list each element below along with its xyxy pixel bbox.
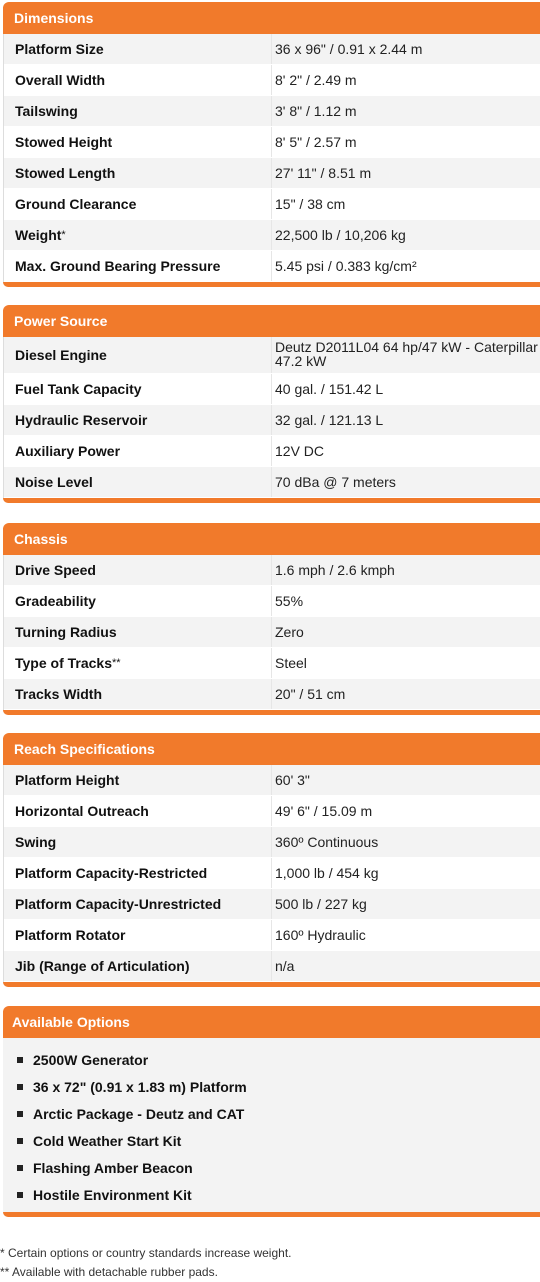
spec-value: 360º Continuous — [275, 834, 379, 850]
spec-value: 36 x 96" / 0.91 x 2.44 m — [275, 41, 423, 57]
option-label: 36 x 72" (0.91 x 1.83 m) Platform — [33, 1078, 247, 1095]
section-title: Dimensions — [3, 2, 540, 34]
section-reach-specifications — [3, 733, 540, 987]
table-row — [4, 827, 540, 858]
table-row — [4, 158, 540, 189]
section-chassis — [3, 523, 540, 715]
bullet-icon — [17, 1057, 23, 1063]
spec-value: 32 gal. / 121.13 L — [275, 412, 384, 428]
spec-label: Horizontal Outreach — [4, 796, 272, 826]
footnote-mark: ** — [112, 657, 121, 669]
table-row — [4, 337, 540, 374]
table-row — [4, 127, 540, 158]
option-label: Cold Weather Start Kit — [33, 1132, 182, 1149]
spec-value — [272, 337, 540, 373]
spec-label: Turning Radius — [4, 617, 272, 647]
table-row — [4, 920, 540, 951]
table-row — [4, 189, 540, 220]
spec-value: 5.45 psi / 0.383 kg/cm² — [275, 258, 417, 274]
spec-label: Drive Speed — [4, 555, 272, 585]
bullet-icon — [17, 1165, 23, 1171]
spec-label: Platform Capacity-Restricted — [4, 858, 272, 888]
table-row — [4, 436, 540, 467]
spec-label: Platform Rotator — [4, 920, 272, 950]
section-footer-bar — [3, 1212, 540, 1217]
spec-label: Noise Level — [4, 467, 272, 497]
spec-value-line: 47.2 kW — [275, 353, 327, 369]
section-footer-bar — [3, 982, 540, 987]
spec-value: 160º Hydraulic — [275, 927, 366, 943]
spec-value: n/a — [275, 958, 295, 974]
table-row — [4, 251, 540, 282]
spec-label: Stowed Length — [4, 158, 272, 188]
option-label: 2500W Generator — [33, 1051, 149, 1068]
spec-label: Auxiliary Power — [4, 436, 272, 466]
section-title: Reach Specifications — [3, 733, 540, 765]
table-row — [4, 65, 540, 96]
section-footer-bar — [3, 710, 540, 715]
list-item — [17, 1073, 540, 1100]
spec-value: 8' 2" / 2.49 m — [275, 72, 357, 88]
spec-label: Diesel Engine — [4, 337, 272, 373]
list-item — [17, 1181, 540, 1208]
spec-value: 500 lb / 227 kg — [275, 896, 367, 912]
spec-label: Ground Clearance — [4, 189, 272, 219]
spec-value: 8' 5" / 2.57 m — [275, 134, 357, 150]
spec-value: 20" / 51 cm — [275, 686, 346, 702]
table-row — [4, 586, 540, 617]
section-title: Available Options — [3, 1006, 540, 1038]
bullet-icon — [17, 1111, 23, 1117]
footnote: * Certain options or country standards increase weight. — [0, 1246, 292, 1260]
list-item — [17, 1100, 540, 1127]
spec-label: Platform Capacity-Unrestricted — [4, 889, 272, 919]
spec-value: Steel — [275, 655, 307, 671]
spec-label: Jib (Range of Articulation) — [4, 951, 272, 981]
options-list — [3, 1038, 540, 1212]
spec-value: 1.6 mph / 2.6 kmph — [275, 562, 395, 578]
table-row — [4, 467, 540, 498]
spec-table — [3, 555, 540, 710]
option-label: Flashing Amber Beacon — [33, 1159, 193, 1176]
table-row — [4, 648, 540, 679]
table-row — [4, 951, 540, 982]
spec-label: Type of Tracks — [15, 655, 113, 671]
table-row — [4, 96, 540, 127]
spec-value-line: Deutz D2011L04 64 hp/47 kW - Caterpillar — [275, 339, 538, 355]
table-row — [4, 617, 540, 648]
bullet-icon — [17, 1084, 23, 1090]
spec-value: 49' 6" / 15.09 m — [275, 803, 373, 819]
spec-table — [3, 34, 540, 282]
spec-value: 27' 11" / 8.51 m — [275, 165, 372, 181]
bullet-icon — [17, 1192, 23, 1198]
section-available-options — [3, 1006, 540, 1217]
spec-label: Fuel Tank Capacity — [4, 374, 272, 404]
spec-label: Hydraulic Reservoir — [4, 405, 272, 435]
spec-label: Gradeability — [4, 586, 272, 616]
spec-value: 40 gal. / 151.42 L — [275, 381, 384, 397]
section-footer-bar — [3, 498, 540, 503]
table-row — [4, 405, 540, 436]
spec-label-with-mark — [4, 648, 272, 678]
spec-label: Stowed Height — [4, 127, 272, 157]
option-label: Hostile Environment Kit — [33, 1186, 192, 1203]
spec-label: Max. Ground Bearing Pressure — [4, 251, 272, 281]
spec-value: Zero — [275, 624, 304, 640]
spec-label: Tracks Width — [4, 679, 272, 709]
spec-label-with-mark — [4, 220, 272, 250]
spec-table — [3, 765, 540, 982]
option-label: Arctic Package - Deutz and CAT — [33, 1105, 245, 1122]
spec-value: 3' 8" / 1.12 m — [275, 103, 357, 119]
spec-label: Weight — [15, 227, 62, 243]
table-row — [4, 34, 540, 65]
table-row — [4, 889, 540, 920]
section-title: Chassis — [3, 523, 540, 555]
spec-label: Tailswing — [4, 96, 272, 126]
section-power-source — [3, 305, 540, 503]
spec-value: 15" / 38 cm — [275, 196, 346, 212]
spec-value: 70 dBa @ 7 meters — [275, 474, 396, 490]
section-title: Power Source — [3, 305, 540, 337]
table-row — [4, 796, 540, 827]
spec-table — [3, 337, 540, 498]
footnote: ** Available with detachable rubber pads. — [0, 1265, 218, 1279]
table-row — [4, 858, 540, 889]
spec-value: 60' 3" — [275, 772, 310, 788]
spec-label: Overall Width — [4, 65, 272, 95]
table-row — [4, 374, 540, 405]
spec-value: 55% — [275, 593, 304, 609]
spec-value: 12V DC — [275, 443, 325, 459]
table-row — [4, 679, 540, 710]
spec-value: 22,500 lb / 10,206 kg — [275, 227, 406, 243]
spec-value: 1,000 lb / 454 kg — [275, 865, 379, 881]
section-footer-bar — [3, 282, 540, 287]
list-item — [17, 1127, 540, 1154]
bullet-icon — [17, 1138, 23, 1144]
spec-label: Platform Size — [4, 34, 272, 64]
list-item — [17, 1154, 540, 1181]
table-row — [4, 555, 540, 586]
spec-label: Swing — [4, 827, 272, 857]
footnote-mark: * — [61, 229, 66, 241]
table-row — [4, 220, 540, 251]
section-dimensions — [3, 2, 540, 287]
footnotes — [0, 1244, 292, 1282]
list-item — [17, 1046, 540, 1073]
spec-label: Platform Height — [4, 765, 272, 795]
table-row — [4, 765, 540, 796]
